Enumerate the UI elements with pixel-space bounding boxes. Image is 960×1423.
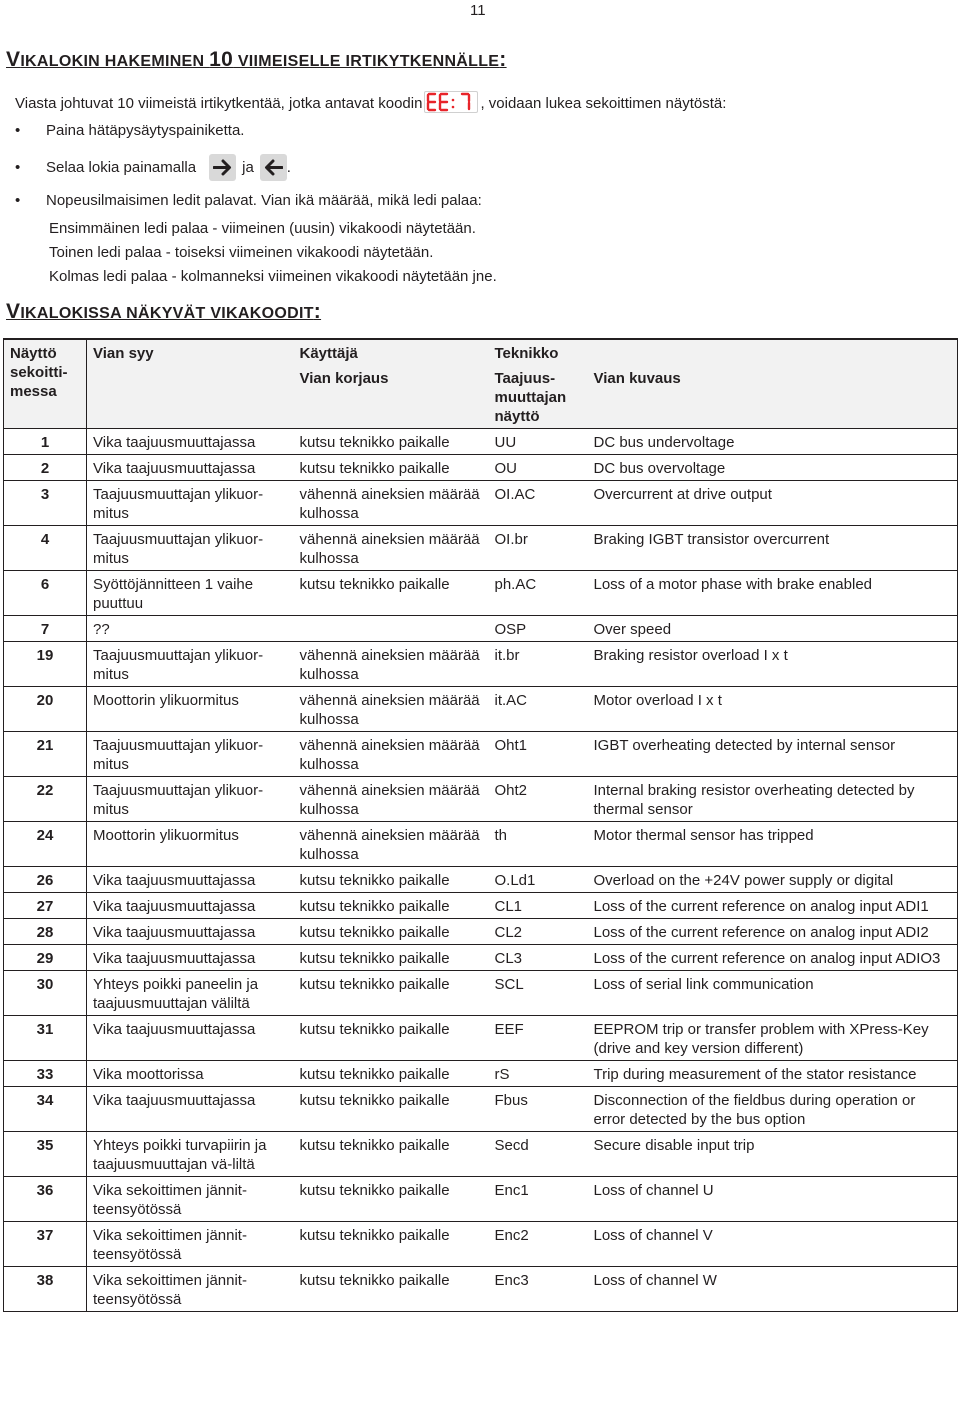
fault-cause: Vika moottorissa bbox=[87, 1061, 294, 1087]
fault-description: Loss of channel U bbox=[588, 1177, 958, 1222]
fault-cause: Vika taajuusmuuttajassa bbox=[87, 429, 294, 455]
fault-fix: vähennä aineksien määrää kulhossa bbox=[294, 526, 489, 571]
fault-code: 2 bbox=[4, 455, 87, 481]
header-display: Näyttö sekoitti-messa bbox=[4, 339, 87, 429]
fault-cause: Vika taajuusmuuttajassa bbox=[87, 945, 294, 971]
fault-code: 21 bbox=[4, 732, 87, 777]
table-row bbox=[4, 777, 958, 822]
fault-fix: vähennä aineksien määrää kulhossa bbox=[294, 481, 489, 526]
fault-fix: vähennä aineksien määrää kulhossa bbox=[294, 687, 489, 732]
drive-display-code: Fbus bbox=[489, 1087, 588, 1132]
header-cause: Vian syy bbox=[87, 339, 294, 429]
fault-fix: kutsu teknikko paikalle bbox=[294, 1222, 489, 1267]
fault-cause: Vika taajuusmuuttajassa bbox=[87, 893, 294, 919]
table-row bbox=[4, 526, 958, 571]
drive-display-code: EEF bbox=[489, 1016, 588, 1061]
fault-cause: Vika sekoittimen jännit-teensyötössä bbox=[87, 1222, 294, 1267]
fault-code: 26 bbox=[4, 867, 87, 893]
fault-code: 24 bbox=[4, 822, 87, 867]
fault-description: Loss of the current reference on analog input ADI1 bbox=[588, 893, 958, 919]
display-code-image bbox=[424, 91, 478, 113]
header-description: Vian kuvaus bbox=[588, 365, 958, 429]
table-row bbox=[4, 642, 958, 687]
table-row bbox=[4, 867, 958, 893]
fault-code: 1 bbox=[4, 429, 87, 455]
drive-display-code: Oht2 bbox=[489, 777, 588, 822]
drive-display-code: th bbox=[489, 822, 588, 867]
fault-code: 27 bbox=[4, 893, 87, 919]
table-row bbox=[4, 893, 958, 919]
drive-display-code: UU bbox=[489, 429, 588, 455]
fault-description: Trip during measurement of the stator resistance bbox=[588, 1061, 958, 1087]
fault-code: 35 bbox=[4, 1132, 87, 1177]
intro-text bbox=[15, 92, 726, 114]
fault-description: Loss of the current reference on analog input ADI2 bbox=[588, 919, 958, 945]
drive-display-code: ph.AC bbox=[489, 571, 588, 616]
section-title-fault-log: VIKALOKIN HAKEMINEN 10 VIIMEISELLE IRTIKYTKENNÄLLE: bbox=[6, 48, 507, 71]
fault-fix: kutsu teknikko paikalle bbox=[294, 1061, 489, 1087]
fault-fix: kutsu teknikko paikalle bbox=[294, 1016, 489, 1061]
fault-description: Motor overload I x t bbox=[588, 687, 958, 732]
fault-code: 37 bbox=[4, 1222, 87, 1267]
fault-cause: Vika taajuusmuuttajassa bbox=[87, 867, 294, 893]
table-row bbox=[4, 571, 958, 616]
drive-display-code: Enc1 bbox=[489, 1177, 588, 1222]
fault-description: Internal braking resistor overheating detected by thermal sensor bbox=[588, 777, 958, 822]
fault-description: Loss of the current reference on analog input ADIO3 bbox=[588, 945, 958, 971]
fault-description: Overload on the +24V power supply or digital bbox=[588, 867, 958, 893]
fault-fix: kutsu teknikko paikalle bbox=[294, 1132, 489, 1177]
fault-description: Braking IGBT transistor overcurrent bbox=[588, 526, 958, 571]
fault-fix: vähennä aineksien määrää kulhossa bbox=[294, 732, 489, 777]
fault-description: DC bus undervoltage bbox=[588, 429, 958, 455]
fault-cause: Yhteys poikki turvapiirin ja taajuusmuuttajan vä-liltä bbox=[87, 1132, 294, 1177]
fault-description: Over speed bbox=[588, 616, 958, 642]
fault-cause: Moottorin ylikuormitus bbox=[87, 687, 294, 732]
fault-cause: Vika taajuusmuuttajassa bbox=[87, 1016, 294, 1061]
drive-display-code: CL2 bbox=[489, 919, 588, 945]
fault-fix: vähennä aineksien määrää kulhossa bbox=[294, 642, 489, 687]
fault-fix: kutsu teknikko paikalle bbox=[294, 919, 489, 945]
fault-cause: ?? bbox=[87, 616, 294, 642]
drive-display-code: Oht1 bbox=[489, 732, 588, 777]
fault-fix: vähennä aineksien määrää kulhossa bbox=[294, 777, 489, 822]
fault-code: 28 bbox=[4, 919, 87, 945]
intro-after: , voidaan lukea sekoittimen näytöstä: bbox=[480, 94, 727, 112]
table-row bbox=[4, 919, 958, 945]
fault-code: 33 bbox=[4, 1061, 87, 1087]
led-explanation: Toinen ledi palaa - toiseksi viimeinen vikakoodi näytetään. bbox=[49, 244, 434, 261]
table-row bbox=[4, 616, 958, 642]
fault-fix: kutsu teknikko paikalle bbox=[294, 1267, 489, 1312]
drive-display-code: CL3 bbox=[489, 945, 588, 971]
led-explanation: Ensimmäinen ledi palaa - viimeinen (uusin) vikakoodi näytetään. bbox=[49, 220, 476, 237]
fault-description: DC bus overvoltage bbox=[588, 455, 958, 481]
fault-description: Loss of serial link communication bbox=[588, 971, 958, 1016]
arrow-right-icon bbox=[209, 154, 236, 181]
table-row bbox=[4, 971, 958, 1016]
header-drive-display: Taajuus-muuttajan näyttö bbox=[489, 365, 588, 429]
drive-display-code: Enc3 bbox=[489, 1267, 588, 1312]
fault-cause: Vika sekoittimen jännit-teensyötössä bbox=[87, 1267, 294, 1312]
fault-cause: Vika taajuusmuuttajassa bbox=[87, 919, 294, 945]
fault-fix: kutsu teknikko paikalle bbox=[294, 945, 489, 971]
fault-fix: kutsu teknikko paikalle bbox=[294, 571, 489, 616]
fault-code-table bbox=[3, 338, 958, 1312]
fault-cause: Syöttöjännitteen 1 vaihe puuttuu bbox=[87, 571, 294, 616]
fault-fix: kutsu teknikko paikalle bbox=[294, 455, 489, 481]
fault-fix: kutsu teknikko paikalle bbox=[294, 429, 489, 455]
fault-cause: Yhteys poikki paneelin ja taajuusmuuttajan väliltä bbox=[87, 971, 294, 1016]
header-user: Käyttäjä bbox=[294, 339, 489, 365]
fault-fix: kutsu teknikko paikalle bbox=[294, 971, 489, 1016]
fault-cause: Vika taajuusmuuttajassa bbox=[87, 1087, 294, 1132]
fault-description: EEPROM trip or transfer problem with XPress-Key (drive and key version different) bbox=[588, 1016, 958, 1061]
fault-code: 36 bbox=[4, 1177, 87, 1222]
fault-cause: Taajuusmuuttajan ylikuor-mitus bbox=[87, 642, 294, 687]
table-row bbox=[4, 1061, 958, 1087]
fault-code: 31 bbox=[4, 1016, 87, 1061]
fault-fix: kutsu teknikko paikalle bbox=[294, 1087, 489, 1132]
drive-display-code: O.Ld1 bbox=[489, 867, 588, 893]
fault-fix: kutsu teknikko paikalle bbox=[294, 1177, 489, 1222]
drive-display-code: OSP bbox=[489, 616, 588, 642]
fault-fix bbox=[294, 616, 489, 642]
fault-code: 19 bbox=[4, 642, 87, 687]
fault-cause: Taajuusmuuttajan ylikuor-mitus bbox=[87, 526, 294, 571]
header-fix: Vian korjaus bbox=[294, 365, 489, 429]
fault-code: 20 bbox=[4, 687, 87, 732]
fault-code: 7 bbox=[4, 616, 87, 642]
fault-description: Motor thermal sensor has tripped bbox=[588, 822, 958, 867]
table-row bbox=[4, 945, 958, 971]
drive-display-code: Secd bbox=[489, 1132, 588, 1177]
display-segment bbox=[452, 99, 455, 102]
fault-fix: kutsu teknikko paikalle bbox=[294, 893, 489, 919]
table-row bbox=[4, 732, 958, 777]
fault-description: Loss of channel V bbox=[588, 1222, 958, 1267]
table-row bbox=[4, 1177, 958, 1222]
table-row bbox=[4, 1087, 958, 1132]
fault-code: 4 bbox=[4, 526, 87, 571]
fault-cause: Vika taajuusmuuttajassa bbox=[87, 455, 294, 481]
drive-display-code: OU bbox=[489, 455, 588, 481]
fault-fix: vähennä aineksien määrää kulhossa bbox=[294, 822, 489, 867]
fault-description: Disconnection of the fieldbus during operation or error detected by the bus option bbox=[588, 1087, 958, 1132]
fault-description: Loss of channel W bbox=[588, 1267, 958, 1312]
fault-cause: Vika sekoittimen jännit-teensyötössä bbox=[87, 1177, 294, 1222]
bullet-item: • Paina hätäpysäytyspainiketta. bbox=[15, 122, 245, 139]
led-explanation: Kolmas ledi palaa - kolmanneksi viimeinen vikakoodi näytetään jne. bbox=[49, 268, 497, 285]
fault-description: Overcurrent at drive output bbox=[588, 481, 958, 526]
arrow-left-icon bbox=[260, 154, 287, 181]
drive-display-code: Enc2 bbox=[489, 1222, 588, 1267]
fault-code: 38 bbox=[4, 1267, 87, 1312]
table-row bbox=[4, 1222, 958, 1267]
bullet-item: • Nopeusilmaisimen ledit palavat. Vian ikä määrää, mikä ledi palaa: bbox=[15, 192, 482, 209]
fault-description: Braking resistor overload I x t bbox=[588, 642, 958, 687]
drive-display-code: OI.br bbox=[489, 526, 588, 571]
intro-before: Viasta johtuvat 10 viimeistä irtikytkentää, jotka antavat koodin bbox=[15, 94, 423, 112]
fault-code: 34 bbox=[4, 1087, 87, 1132]
fault-description: Secure disable input trip bbox=[588, 1132, 958, 1177]
fault-cause: Moottorin ylikuormitus bbox=[87, 822, 294, 867]
fault-fix: kutsu teknikko paikalle bbox=[294, 867, 489, 893]
fault-code: 22 bbox=[4, 777, 87, 822]
fault-description: IGBT overheating detected by internal sensor bbox=[588, 732, 958, 777]
fault-cause: Taajuusmuuttajan ylikuor-mitus bbox=[87, 481, 294, 526]
fault-code: 3 bbox=[4, 481, 87, 526]
section-title-fault-codes: VIKALOKISSA NÄKYVÄT VIKAKOODIT: bbox=[6, 300, 322, 323]
table-row bbox=[4, 455, 958, 481]
fault-cause: Taajuusmuuttajan ylikuor-mitus bbox=[87, 732, 294, 777]
drive-display-code: rS bbox=[489, 1061, 588, 1087]
fault-cause: Taajuusmuuttajan ylikuor-mitus bbox=[87, 777, 294, 822]
drive-display-code: it.AC bbox=[489, 687, 588, 732]
table-row bbox=[4, 429, 958, 455]
fault-description: Loss of a motor phase with brake enabled bbox=[588, 571, 958, 616]
display-segment bbox=[452, 106, 455, 109]
fault-code: 6 bbox=[4, 571, 87, 616]
table-row bbox=[4, 1016, 958, 1061]
table-row bbox=[4, 822, 958, 867]
table-row bbox=[4, 1132, 958, 1177]
table-row bbox=[4, 1267, 958, 1312]
bullet-item: • Selaa lokia painamalla ja . bbox=[15, 154, 291, 181]
drive-display-code: it.br bbox=[489, 642, 588, 687]
drive-display-code: SCL bbox=[489, 971, 588, 1016]
fault-code: 30 bbox=[4, 971, 87, 1016]
drive-display-code: OI.AC bbox=[489, 481, 588, 526]
drive-display-code: CL1 bbox=[489, 893, 588, 919]
table-row bbox=[4, 687, 958, 732]
fault-code: 29 bbox=[4, 945, 87, 971]
header-technician: Teknikko bbox=[489, 339, 588, 365]
table-row bbox=[4, 481, 958, 526]
page-number: 11 bbox=[470, 2, 486, 19]
